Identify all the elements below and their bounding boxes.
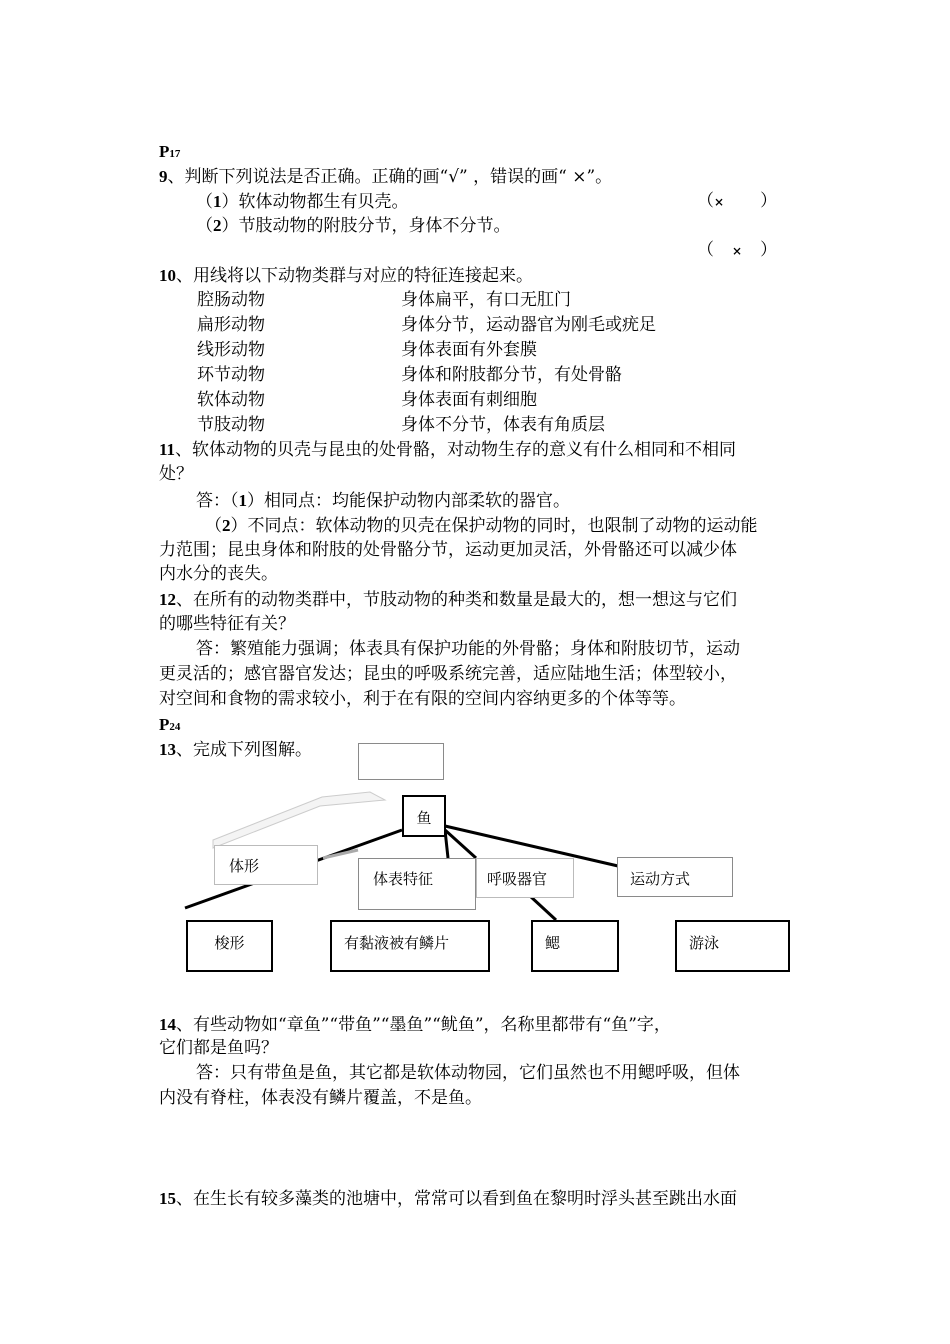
feature: 身体表面有外套膜 [401,340,537,360]
animal-group: 腔肠动物 [197,290,265,310]
question-11: 11、软体动物的贝壳与昆虫的处骨骼，对动物生存的意义有什么相同和不相同 [159,440,737,460]
tilted-box [213,792,385,848]
feature: 身体扁平，有口无肛门 [401,290,571,310]
question-14: 14、有些动物如“章鱼”“带鱼”“墨鱼”“鱿鱼”，名称里都带有“鱼”字， [159,1015,671,1035]
question-9-item-1: （1）软体动物都生有贝壳。 [196,192,409,212]
feature: 身体不分节，体表有角质层 [401,415,605,435]
feature: 身体表面有刺细胞 [401,390,537,410]
answer-14-line-2: 内没有脊柱，体表没有鳞片覆盖，不是鱼。 [159,1088,482,1108]
diagram-root-fish: 鱼 [402,795,446,837]
question-15: 15、在生长有较多藻类的池塘中，常常可以看到鱼在黎明时浮头甚至跳出水面 [159,1189,737,1209]
answer-11-line-2: 力范围；昆虫身体和附肢的处骨骼分节，运动更加灵活，外骨骼还可以减少体 [159,540,737,560]
diagram-category-movement: 运动方式 [617,857,733,897]
answer-11-part-2: （2）不同点：软体动物的贝壳在保护动物的同时，也限制了动物的运动能 [205,516,758,536]
question-11-line-2: 处？ [159,464,193,484]
connector-line [530,896,556,920]
diagram-category-surface: 体表特征 [358,858,476,910]
diagram-answer-4: 游泳 [675,920,790,972]
page-ref-p17: P17 [159,142,181,161]
answer-12-line-1: 答：繁殖能力强调；体表具有保护功能的外骨骼；身体和附肢切节，运动 [196,639,740,659]
answer-12-line-2: 更灵活的；感官器官发达；昆虫的呼吸系统完善，适应陆地生活；体型较小， [159,664,737,684]
question-10: 10、用线将以下动物类群与对应的特征连接起来。 [159,266,533,286]
animal-group: 软体动物 [197,390,265,410]
question-13: 13、完成下列图解。 [159,740,312,760]
question-9: 9、判断下列说法是否正确。正确的画“√” ，错误的画“ ×”。 [159,167,613,187]
question-12-line-2: 的哪些特征有关？ [159,614,295,634]
answer-12-line-3: 对空间和食物的需求较小，利于在有限的空间内容纳更多的个体等等。 [159,689,686,709]
diagram-answer-3: 鳃 [531,920,619,972]
animal-group: 节肢动物 [197,415,265,435]
answer-14-line-1: 答：只有带鱼是鱼，其它都是软体动物园，它们虽然也不用鳃呼吸，但体 [196,1063,740,1083]
animal-group: 环节动物 [197,365,265,385]
question-9-item-2: （2）节肢动物的附肢分节，身体不分节。 [196,216,511,236]
diagram-answer-1: 梭形 [186,920,273,972]
diagram-answer-2: 有黏液被有鳞片 [330,920,490,972]
question-14-line-2: 它们都是鱼吗？ [159,1038,278,1058]
diagram-category-respiration: 呼吸器官 [476,858,574,898]
diagram-category-body-shape: 体形 [214,845,318,885]
question-12: 12、在所有的动物类群中，节肢动物的种类和数量是最大的，想一想这与它们 [159,590,737,610]
animal-group: 线形动物 [197,340,265,360]
feature: 身体和附肢都分节，有处骨骼 [401,365,622,385]
animal-group: 扁形动物 [197,315,265,335]
answer-11-part-1: 答：（1）相同点：均能保护动物内部柔软的器官。 [196,491,570,511]
question-9-item-1-answer: （× ） [697,191,778,211]
answer-11-line-3: 内水分的丧失。 [159,564,278,584]
question-9-item-2-answer: （ × ） [697,240,778,260]
page-ref-p24: P24 [159,715,181,734]
connector-line [445,830,476,858]
feature: 身体分节，运动器官为刚毛或疣足 [401,315,656,335]
